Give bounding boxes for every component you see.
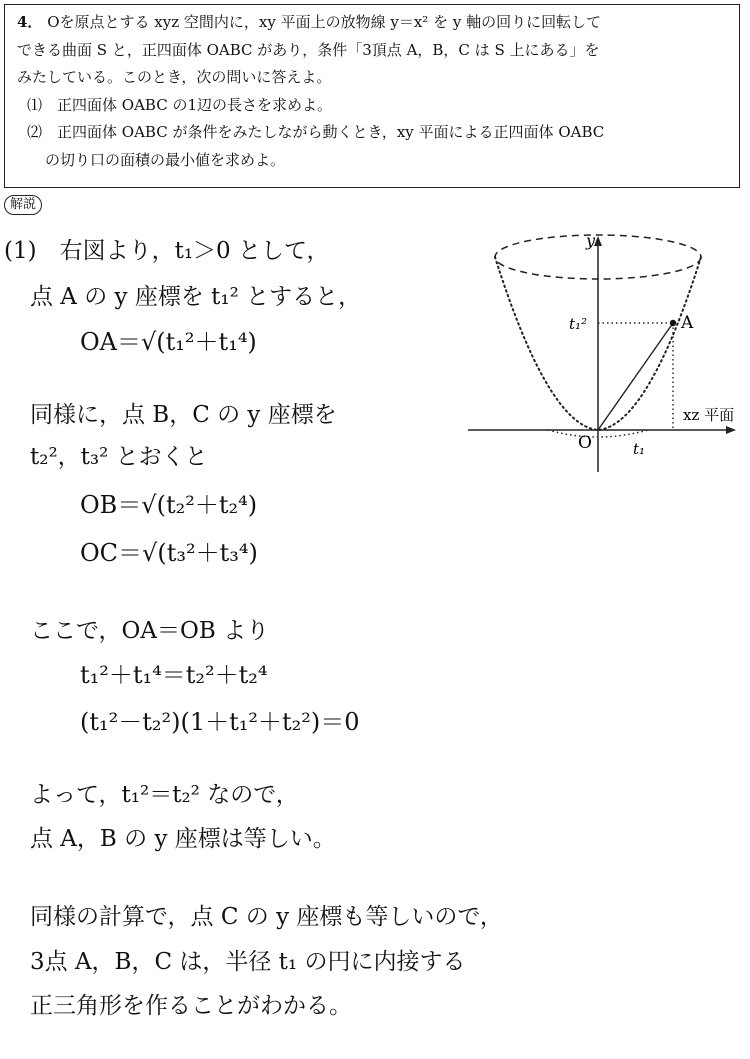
solution-line-14: 3点 A，B，C は，半径 t₁ の円に内接する bbox=[30, 949, 466, 975]
question-2-line-2: の切り口の面積の最小値を求めよ。 bbox=[45, 150, 286, 169]
solution-line-13: 同様の計算で，点 C の y 座標も等しいので， bbox=[30, 904, 503, 930]
origin-label: O bbox=[578, 433, 592, 453]
segment-oa bbox=[598, 323, 673, 430]
y-coord-label: t₁² bbox=[569, 315, 588, 333]
solution-line-4: 同様に，点 B，C の y 座標を bbox=[30, 402, 337, 428]
y-axis-arrow bbox=[594, 236, 602, 246]
problem-number: 4． bbox=[17, 13, 43, 31]
solution-line-2: 点 A の y 座標を t₁² とすると， bbox=[30, 284, 362, 310]
solution-line-11: よって，t₁²＝t₂² なので， bbox=[30, 782, 299, 808]
parabola-figure bbox=[468, 222, 750, 472]
point-a bbox=[670, 320, 676, 326]
solution-line-12: 点 A，B の y 座標は等しい。 bbox=[30, 826, 336, 852]
plane-label: xz 平面 bbox=[683, 406, 735, 424]
question-1: ⑴ 正四面体 OABC の1辺の長さを求めよ。 bbox=[27, 95, 332, 114]
solution-line-8: ここで，OA＝OB より bbox=[30, 618, 270, 644]
problem-line-3: みたしている。このとき，次の問いに答えよ。 bbox=[17, 68, 332, 86]
equation-equal: t₁²＋t₁⁴＝t₂²＋t₂⁴ bbox=[80, 661, 268, 689]
equation-oc: OC＝√(t₃²＋t₃⁴) bbox=[80, 539, 258, 567]
xz-axis-arrow bbox=[726, 426, 736, 434]
solution-badge: 解説 bbox=[4, 195, 42, 215]
solution-line-5: t₂²，t₃² とおくと bbox=[30, 444, 208, 470]
equation-oa: OA＝√(t₁²＋t₁⁴) bbox=[80, 328, 257, 356]
problem-box bbox=[4, 4, 740, 188]
equation-ob: OB＝√(t₂²＋t₂⁴) bbox=[80, 491, 258, 519]
y-axis-label: y bbox=[586, 231, 596, 250]
point-a-label: A bbox=[681, 313, 694, 333]
problem-line-1: 4． Oを原点とする xyz 空間内に，xy 平面上の放物線 y＝x² を y 軸の回りに回転して bbox=[17, 13, 602, 31]
problem-line-2: できる曲面 S と，正四面体 OABC があり，条件「3頂点 A，B，C は S 上にある」を bbox=[17, 40, 600, 59]
solution-line-1: (1) 右図より，t₁＞0 として， bbox=[4, 238, 330, 264]
equation-factored: (t₁²－t₂²)(1＋t₁²＋t₂²)＝0 bbox=[80, 708, 360, 736]
x-coord-label: t₁ bbox=[633, 440, 646, 458]
question-2-line-1: ⑵ 正四面体 OABC が条件をみたしながら動くとき，xy 平面による正四面体 OABC bbox=[27, 123, 605, 141]
solution-line-15: 正三角形を作ることがわかる。 bbox=[30, 993, 352, 1019]
